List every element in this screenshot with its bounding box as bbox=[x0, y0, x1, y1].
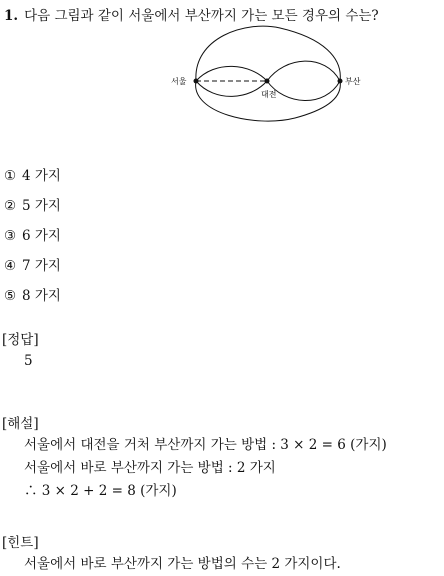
hint-section bbox=[2, 533, 341, 576]
choice-text: 8 가지 bbox=[22, 288, 61, 304]
answer-header: [정답] bbox=[2, 332, 39, 348]
node-daejeon bbox=[265, 79, 270, 84]
label-daejeon: 대전 bbox=[261, 90, 277, 99]
choice-3[interactable] bbox=[4, 226, 61, 256]
route-bottom-outer bbox=[196, 81, 341, 121]
choice-mark: ④ bbox=[4, 258, 17, 274]
choice-text: 7 가지 bbox=[22, 258, 61, 274]
choice-1[interactable] bbox=[4, 166, 61, 196]
label-busan: 부산 bbox=[345, 77, 361, 86]
choice-text: 6 가지 bbox=[22, 228, 61, 244]
choice-mark: ⑤ bbox=[4, 288, 17, 304]
answer-section bbox=[2, 330, 39, 373]
route-top-outer bbox=[196, 26, 340, 81]
hint-text: 서울에서 바로 부산까지 가는 방법의 수는 2 가지이다. bbox=[24, 556, 341, 572]
answer-value: 5 bbox=[24, 353, 33, 369]
choice-text: 5 가지 bbox=[22, 198, 61, 214]
question-text: 다음 그림과 같이 서울에서 부산까지 가는 모든 경우의 수는? bbox=[24, 8, 379, 24]
solution-line: 서울에서 바로 부산까지 가는 방법 : 2 가지 bbox=[24, 460, 276, 476]
choice-5[interactable] bbox=[4, 286, 61, 316]
choice-mark: ② bbox=[4, 198, 17, 214]
choice-mark: ① bbox=[4, 168, 17, 184]
choice-mark: ③ bbox=[4, 228, 17, 244]
solution-section bbox=[2, 414, 387, 503]
route-diagram bbox=[165, 18, 365, 130]
choices bbox=[4, 166, 61, 316]
choice-text: 4 가지 bbox=[22, 168, 61, 184]
choice-2[interactable] bbox=[4, 196, 61, 226]
node-seoul bbox=[194, 79, 199, 84]
route-seoul-daejeon-lower bbox=[196, 81, 267, 96]
label-seoul: 서울 bbox=[171, 77, 187, 86]
solution-line: ∴ 3 × 2 + 2 = 8 (가지) bbox=[24, 483, 177, 499]
choice-4[interactable] bbox=[4, 256, 61, 286]
solution-header: [해설] bbox=[2, 416, 39, 432]
solution-line: 서울에서 대전을 거처 부산까지 가는 방법 : 3 × 2 = 6 (가지) bbox=[24, 437, 387, 453]
route-daejeon-busan-upper bbox=[267, 61, 340, 81]
hint-header: [힌트] bbox=[2, 535, 39, 551]
route-daejeon-busan-lower bbox=[267, 81, 340, 101]
route-seoul-daejeon-upper bbox=[196, 66, 267, 81]
question-number: 1. bbox=[4, 8, 19, 24]
node-busan bbox=[338, 79, 343, 84]
